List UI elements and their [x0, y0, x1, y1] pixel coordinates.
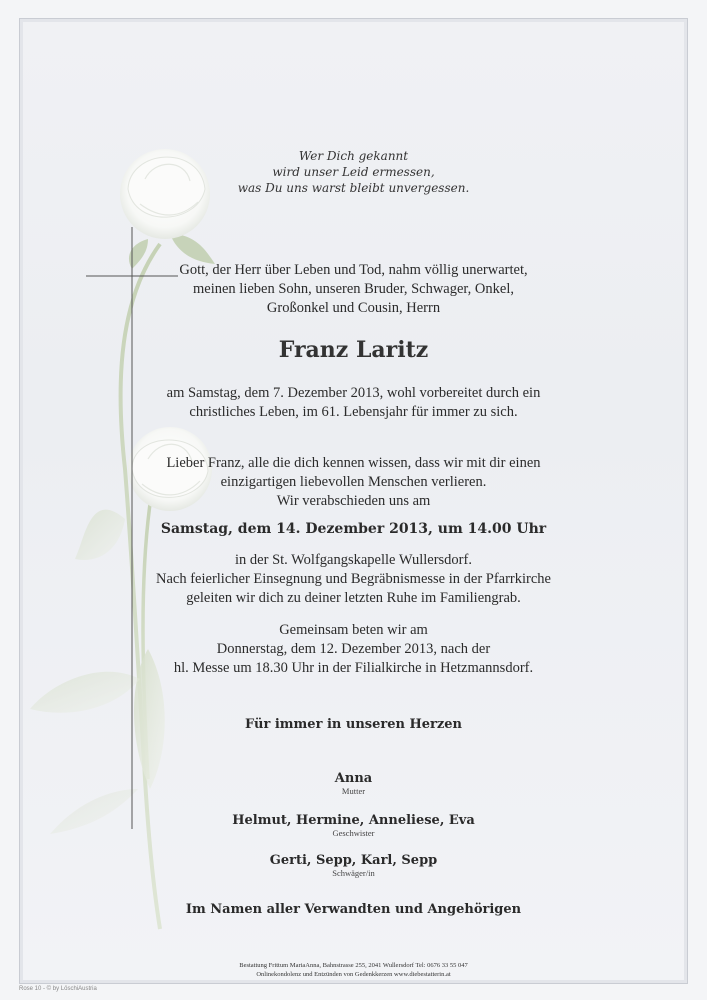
- death-notice: am Samstag, dem 7. Dezember 2013, wohl vorbereitet durch ein christliches Leben, im 61. Lebensjahr für immer zu sich.: [166, 385, 541, 420]
- obituary-card: [19, 18, 688, 984]
- forever-line: Für immer in unseren Herzen: [245, 717, 462, 732]
- undertaker-footer: Bestattung Frittum MariaAnna, Bahnstrasse 255, 2041 Wullersdorf Tel: 0676 33 55 047 Onlinekondolenz und Entzünden von Gedenkkerzen www.diebestatterin.at: [239, 962, 468, 978]
- farewell-message: Lieber Franz, alle die dich kennen wissen, dass wir mit dir einen einzigartigen liebevollen Menschen verlieren. Wir verabschieden uns am: [166, 455, 541, 509]
- intro: Gott, der Herr über Leben und Tod, nahm völlig unerwartet, meinen lieben Sohn, unseren Bruder, Schwager, Onkel, Großonkel und Cousin, Herrn: [179, 262, 528, 316]
- funeral-date: Samstag, dem 14. Dezember 2013, um 14.00 Uhr: [160, 521, 547, 537]
- prayer-details: Gemeinsam beten wir am Donnerstag, dem 12. Dezember 2013, nach der hl. Messe um 18.30 Uhr in der Filialkirche in Hetzmannsdorf.: [173, 622, 534, 676]
- closing-line: Im Namen aller Verwandten und Angehörigen: [185, 902, 522, 917]
- mourner-entry: Helmut, Hermine, Anneliese, Eva Geschwister: [232, 813, 475, 838]
- funeral-details: in der St. Wolfgangskapelle Wullersdorf. Nach feierlicher Einsegnung und Begräbnismesse in der Pfarrkirche geleiten wir dich zu deiner letzten Ruhe im Familiengrab.: [156, 552, 551, 606]
- image-credit: Rose 10 - © by LöschiAustria: [19, 986, 97, 992]
- mourner-entry: Gerti, Sepp, Karl, Sepp Schwäger/in: [269, 853, 438, 878]
- motto: Wer Dich gekannt wird unser Leid ermessen, was Du uns warst bleibt unvergessen.: [237, 149, 470, 195]
- mourner-entry: Anna Mutter: [334, 771, 373, 796]
- deceased-name: Franz Laritz: [278, 337, 429, 363]
